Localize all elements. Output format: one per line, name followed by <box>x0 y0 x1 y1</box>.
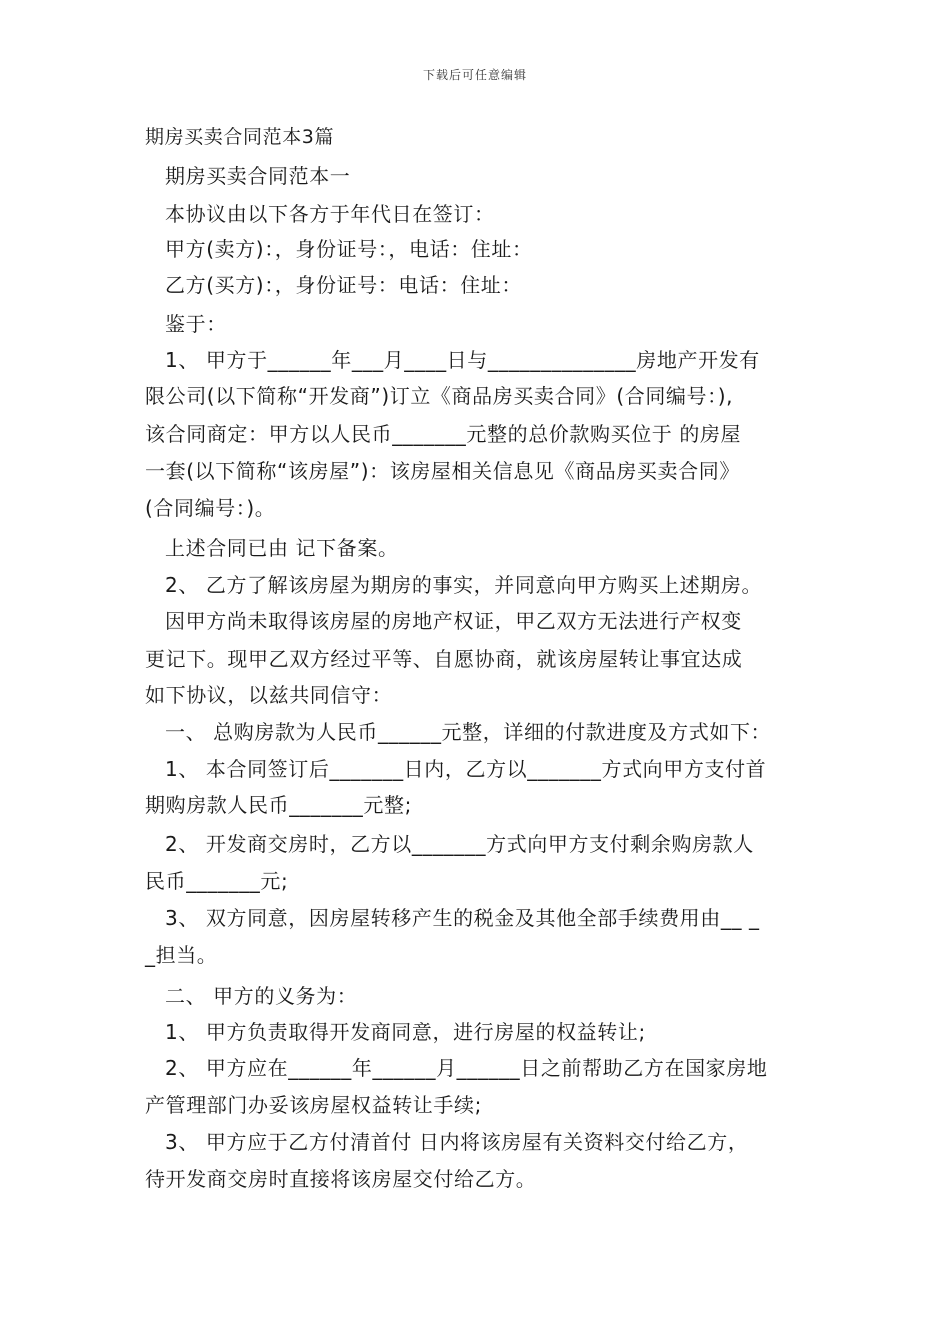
paragraph-line: 3、 甲方应于乙方付清首付 日内将该房屋有关资料交付给乙方， <box>165 1130 749 1154</box>
section-title: 期房买卖合同范本一 <box>165 164 351 188</box>
document-title: 期房买卖合同范本3篇 <box>145 126 335 148</box>
paragraph-line: (合同编号：)。 <box>145 496 276 520</box>
paragraph-line: 2、 开发商交房时，乙方以_______方式向甲方支付剩余购房款人 <box>165 832 754 856</box>
paragraph-line: 乙方(买方)：，身份证号：电话：住址： <box>165 273 523 297</box>
paragraph-line: 3、 双方同意，因房屋转移产生的税金及其他全部手续费用由__ _ <box>165 906 760 930</box>
paragraph-line: 如下协议，以兹共同信守： <box>145 683 393 707</box>
paragraph-line: 2、 乙方了解该房屋为期房的事实，并同意向甲方购买上述期房。 <box>165 573 763 597</box>
paragraph-line: 鉴于： <box>165 312 227 336</box>
paragraph-line: 民币_______元; <box>145 869 289 893</box>
paragraph-line: 期购房款人民币_______元整; <box>145 793 412 817</box>
paragraph-line: 本协议由以下各方于年代日在签订： <box>165 202 495 226</box>
paragraph-line: _担当。 <box>145 943 218 967</box>
paragraph-line: 待开发商交房时直接将该房屋交付给乙方。 <box>145 1167 537 1191</box>
paragraph-line: 产管理部门办妥该房屋权益转让手续; <box>145 1093 482 1117</box>
paragraph-line: 一套(以下简称“该房屋”)：该房屋相关信息见《商品房买卖合同》 <box>145 459 740 483</box>
paragraph-line: 甲方(卖方)：，身份证号：，电话：住址： <box>165 237 533 261</box>
paragraph-line: 1、 甲方于______年___月____日与______________房地产开发有 <box>165 348 760 372</box>
paragraph-line: 限公司(以下简称“开发商”)订立《商品房买卖合同》(合同编号：), <box>145 384 734 408</box>
paragraph-line: 一、 总购房款为人民币______元整，详细的付款进度及方式如下： <box>165 720 772 744</box>
paragraph-line: 1、 本合同签订后_______日内，乙方以_______方式向甲方支付首 <box>165 757 767 781</box>
paragraph-line: 2、 甲方应在______年______月______日之前帮助乙方在国家房地 <box>165 1056 768 1080</box>
header-note: 下载后可任意编辑 <box>422 68 527 82</box>
paragraph-line: 上述合同已由 记下备案。 <box>165 536 399 560</box>
paragraph-line: 更记下。现甲乙双方经过平等、自愿协商，就该房屋转让事宜达成 <box>145 647 743 671</box>
paragraph-line: 二、 甲方的义务为： <box>165 984 358 1008</box>
paragraph-line: 因甲方尚未取得该房屋的房地产权证，甲乙双方无法进行产权变 <box>165 609 742 633</box>
paragraph-line: 该合同商定：甲方以人民币_______元整的总价款购买位于 的房屋 <box>145 422 742 446</box>
paragraph-line: 1、 甲方负责取得开发商同意，进行房屋的权益转让; <box>165 1020 646 1044</box>
